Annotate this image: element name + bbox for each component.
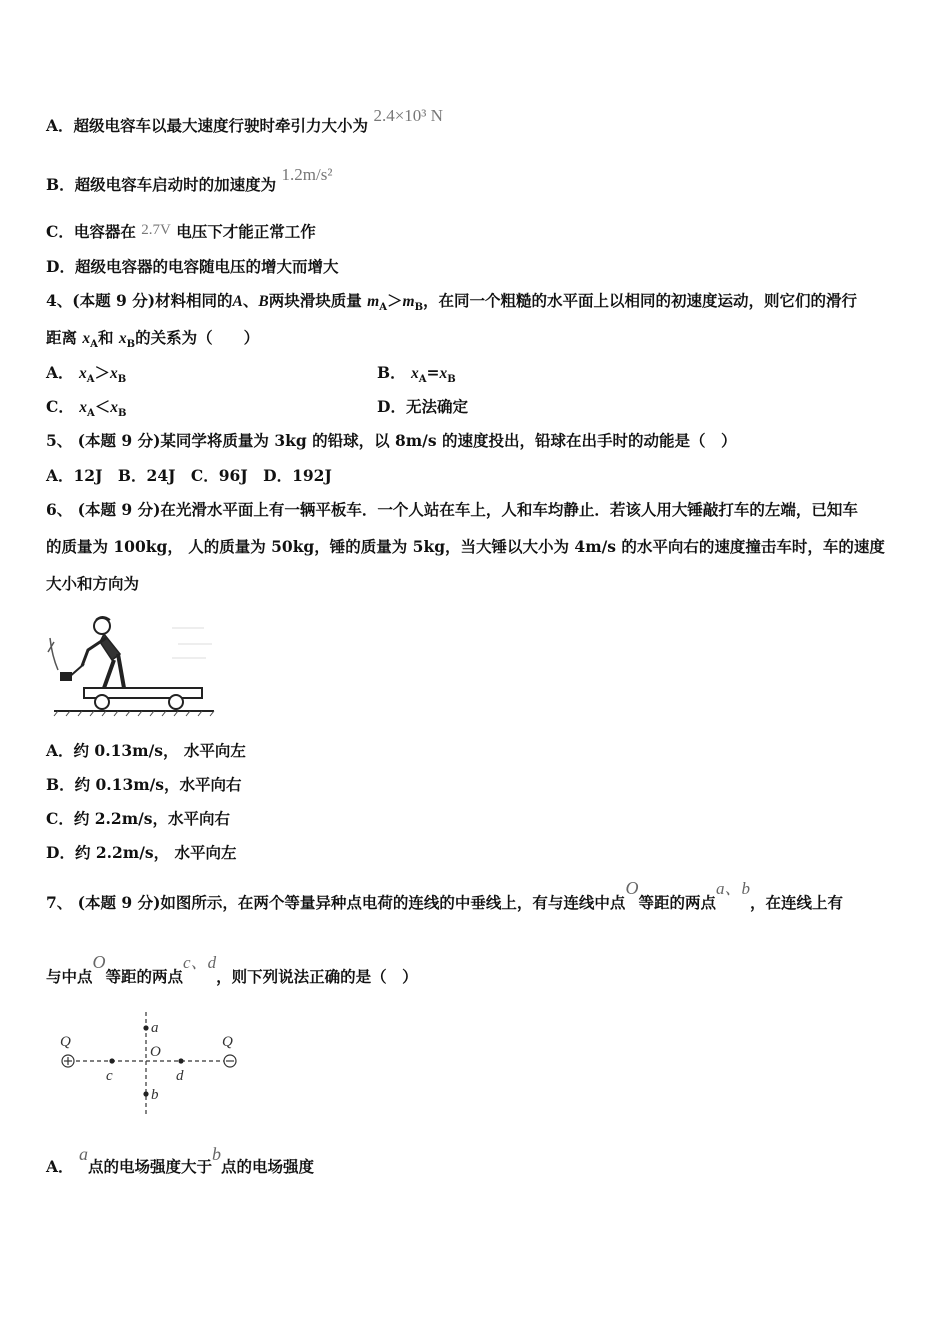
label-q-right: Q	[222, 1034, 233, 1050]
label-b: b	[151, 1087, 159, 1103]
q6-stem-line2: 的质量为 100kg， 人的质量为 50kg，锤的质量为 5kg，当大锤以大小为 4m/s 的水平向右的速度撞击车时，车的速度	[46, 537, 885, 556]
q4-optb-rel: =	[426, 363, 440, 382]
q4-mass-a: m	[367, 293, 380, 310]
q3-option-c	[46, 220, 316, 242]
q4-stem-post: ，在同一个粗糙的水平面上以相同的初速度运动，则它们的滑行	[423, 291, 858, 310]
q4-opta-xa: x	[78, 365, 87, 382]
charge-diagram	[54, 1008, 244, 1120]
q4-optb-xb-sub: B	[447, 374, 456, 386]
q4-mass-b: m	[402, 293, 415, 310]
q5-options: A．12J B．24J C．96J D．192J	[46, 466, 332, 485]
q3-option-c-post: 电压下才能正常工作	[176, 222, 316, 241]
q4-stem2-pre: 距离	[46, 328, 78, 347]
q7-stem2-post: ，则下列说法正确的是（ ）	[216, 967, 418, 986]
q7-stem1-pre: 7、 (本题 9 分)如图所示，在两个等量异种点电荷的连线的中垂线上，有与连线中点	[46, 893, 626, 912]
q5-stem: 5、 (本题 9 分)某同学将质量为 3kg 的铅球，以 8m/s 的速度投出，铅球在出手时的动能是（ ）	[46, 431, 737, 450]
cart-wheel-right	[169, 695, 183, 709]
q4-stem-mid: 两块滑块质量	[268, 291, 362, 310]
q4-opta-xb: x	[109, 365, 118, 382]
q7-point-o: O	[625, 878, 639, 898]
q4-opta-xb-sub: B	[117, 374, 127, 386]
q4-optc-xa-sub: A	[87, 408, 95, 420]
q3-option-a-text: A．超级电容车以最大速度行驶时牵引力大小为	[46, 116, 369, 135]
q7-option-a-var-a: a	[78, 1144, 88, 1164]
q4-option-d: D．无法确定	[377, 397, 468, 416]
label-q-left: Q	[60, 1034, 71, 1050]
q4-opta-xa-sub: A	[86, 374, 95, 386]
q4-option-a-label: A．	[46, 363, 74, 382]
cart-wheel-left	[95, 695, 109, 709]
hammer-cart-figure	[44, 608, 216, 720]
q7-stem1-post: ，在连线上有	[749, 893, 843, 912]
q4-x-b-sub: B	[126, 339, 136, 351]
q4-x-a-sub: A	[90, 339, 98, 351]
q4-optc-xb: x	[110, 399, 119, 416]
q6-option-b: B．约 0.13m/s，水平向右	[46, 775, 242, 794]
q4-stem2-post: 的关系为（ ）	[135, 328, 260, 347]
q4-mass-a-sub: A	[379, 302, 387, 314]
q4-optc-xb-sub: B	[118, 408, 127, 420]
q3-option-a-math: 2.4×10³ N	[373, 106, 443, 125]
q4-sep: 、	[242, 291, 259, 310]
q4-option-c-label: C．	[46, 397, 74, 416]
background-marks	[172, 628, 212, 658]
label-a: a	[151, 1020, 159, 1036]
q7-stem1-mid: 等距的两点	[638, 893, 716, 912]
point-c-dot	[109, 1058, 114, 1063]
q7-points-ab: a、b	[715, 879, 750, 898]
label-c: c	[106, 1068, 113, 1084]
q6-option-c: C．约 2.2m/s，水平向右	[46, 809, 230, 828]
q7-points-cd: c、d	[183, 953, 217, 972]
q4-gt: ＞	[386, 291, 403, 310]
q4-and: 和	[97, 328, 114, 347]
q4-stem-pre: 4、(本题 9 分)材料相同的	[46, 291, 233, 310]
q7-stem-line1	[46, 878, 843, 913]
q6-option-a: A．约 0.13m/s， 水平向左	[46, 741, 246, 760]
q4-optb-xa-sub: A	[418, 374, 427, 386]
q4-option-b	[377, 361, 456, 385]
q4-opta-rel: ＞	[94, 363, 110, 382]
label-d: d	[176, 1068, 184, 1084]
q3-option-c-math: 2.7V	[141, 222, 171, 238]
q4-block-a: A	[232, 293, 243, 310]
q7-option-a-var-b: b	[211, 1144, 221, 1164]
person-arm	[82, 638, 106, 666]
q3-option-b-math: 1.2m/s²	[281, 165, 333, 184]
q4-option-b-label: B．	[377, 363, 406, 382]
person-head	[94, 618, 110, 634]
q6-stem-line3: 大小和方向为	[46, 574, 140, 593]
q7-point-o-2: O	[92, 952, 106, 972]
q4-x-b: x	[118, 330, 127, 347]
hammer-head	[60, 672, 72, 681]
q4-optc-xa: x	[79, 399, 87, 416]
q3-option-c-pre: C．电容器在	[46, 222, 136, 241]
q4-optb-xa: x	[411, 365, 419, 382]
point-a-dot	[143, 1025, 148, 1030]
q7-stem2-mid: 等距的两点	[105, 967, 184, 986]
q4-optc-rel: ＜	[94, 397, 111, 416]
q4-option-c	[46, 395, 126, 419]
q7-option-a-post: 点的电场强度	[220, 1157, 314, 1176]
q7-option-a-label: A．	[46, 1157, 74, 1176]
q4-option-a	[46, 361, 126, 385]
point-b-dot	[143, 1091, 148, 1096]
q7-stem2-pre: 与中点	[46, 967, 93, 986]
q3-option-a	[46, 106, 443, 136]
q4-optb-xb: x	[439, 365, 448, 382]
q7-option-a-mid: 点的电场强度大于	[87, 1157, 212, 1176]
q7-stem-line2	[46, 952, 418, 987]
q7-option-a	[46, 1144, 314, 1177]
q3-option-b-text: B．超级电容车启动时的加速度为	[46, 175, 277, 194]
q3-option-d: D．超级电容器的电容随电压的增大而增大	[46, 257, 339, 276]
q4-stem-line1	[46, 289, 857, 313]
point-d-dot	[178, 1058, 183, 1063]
q4-x-a: x	[82, 330, 91, 347]
q6-option-d: D．约 2.2m/s， 水平向左	[46, 843, 237, 862]
q4-mass-b-sub: B	[414, 302, 424, 314]
q4-block-b: B	[258, 293, 269, 310]
q6-stem-line1: 6、 (本题 9 分)在光滑水平面上有一辆平板车．一个人站在车上，人和车均静止．若该人用大锤敲打车的左端，已知车	[46, 500, 858, 519]
q4-stem-line2	[46, 326, 259, 350]
label-o: O	[150, 1044, 161, 1060]
q3-option-b	[46, 165, 333, 195]
